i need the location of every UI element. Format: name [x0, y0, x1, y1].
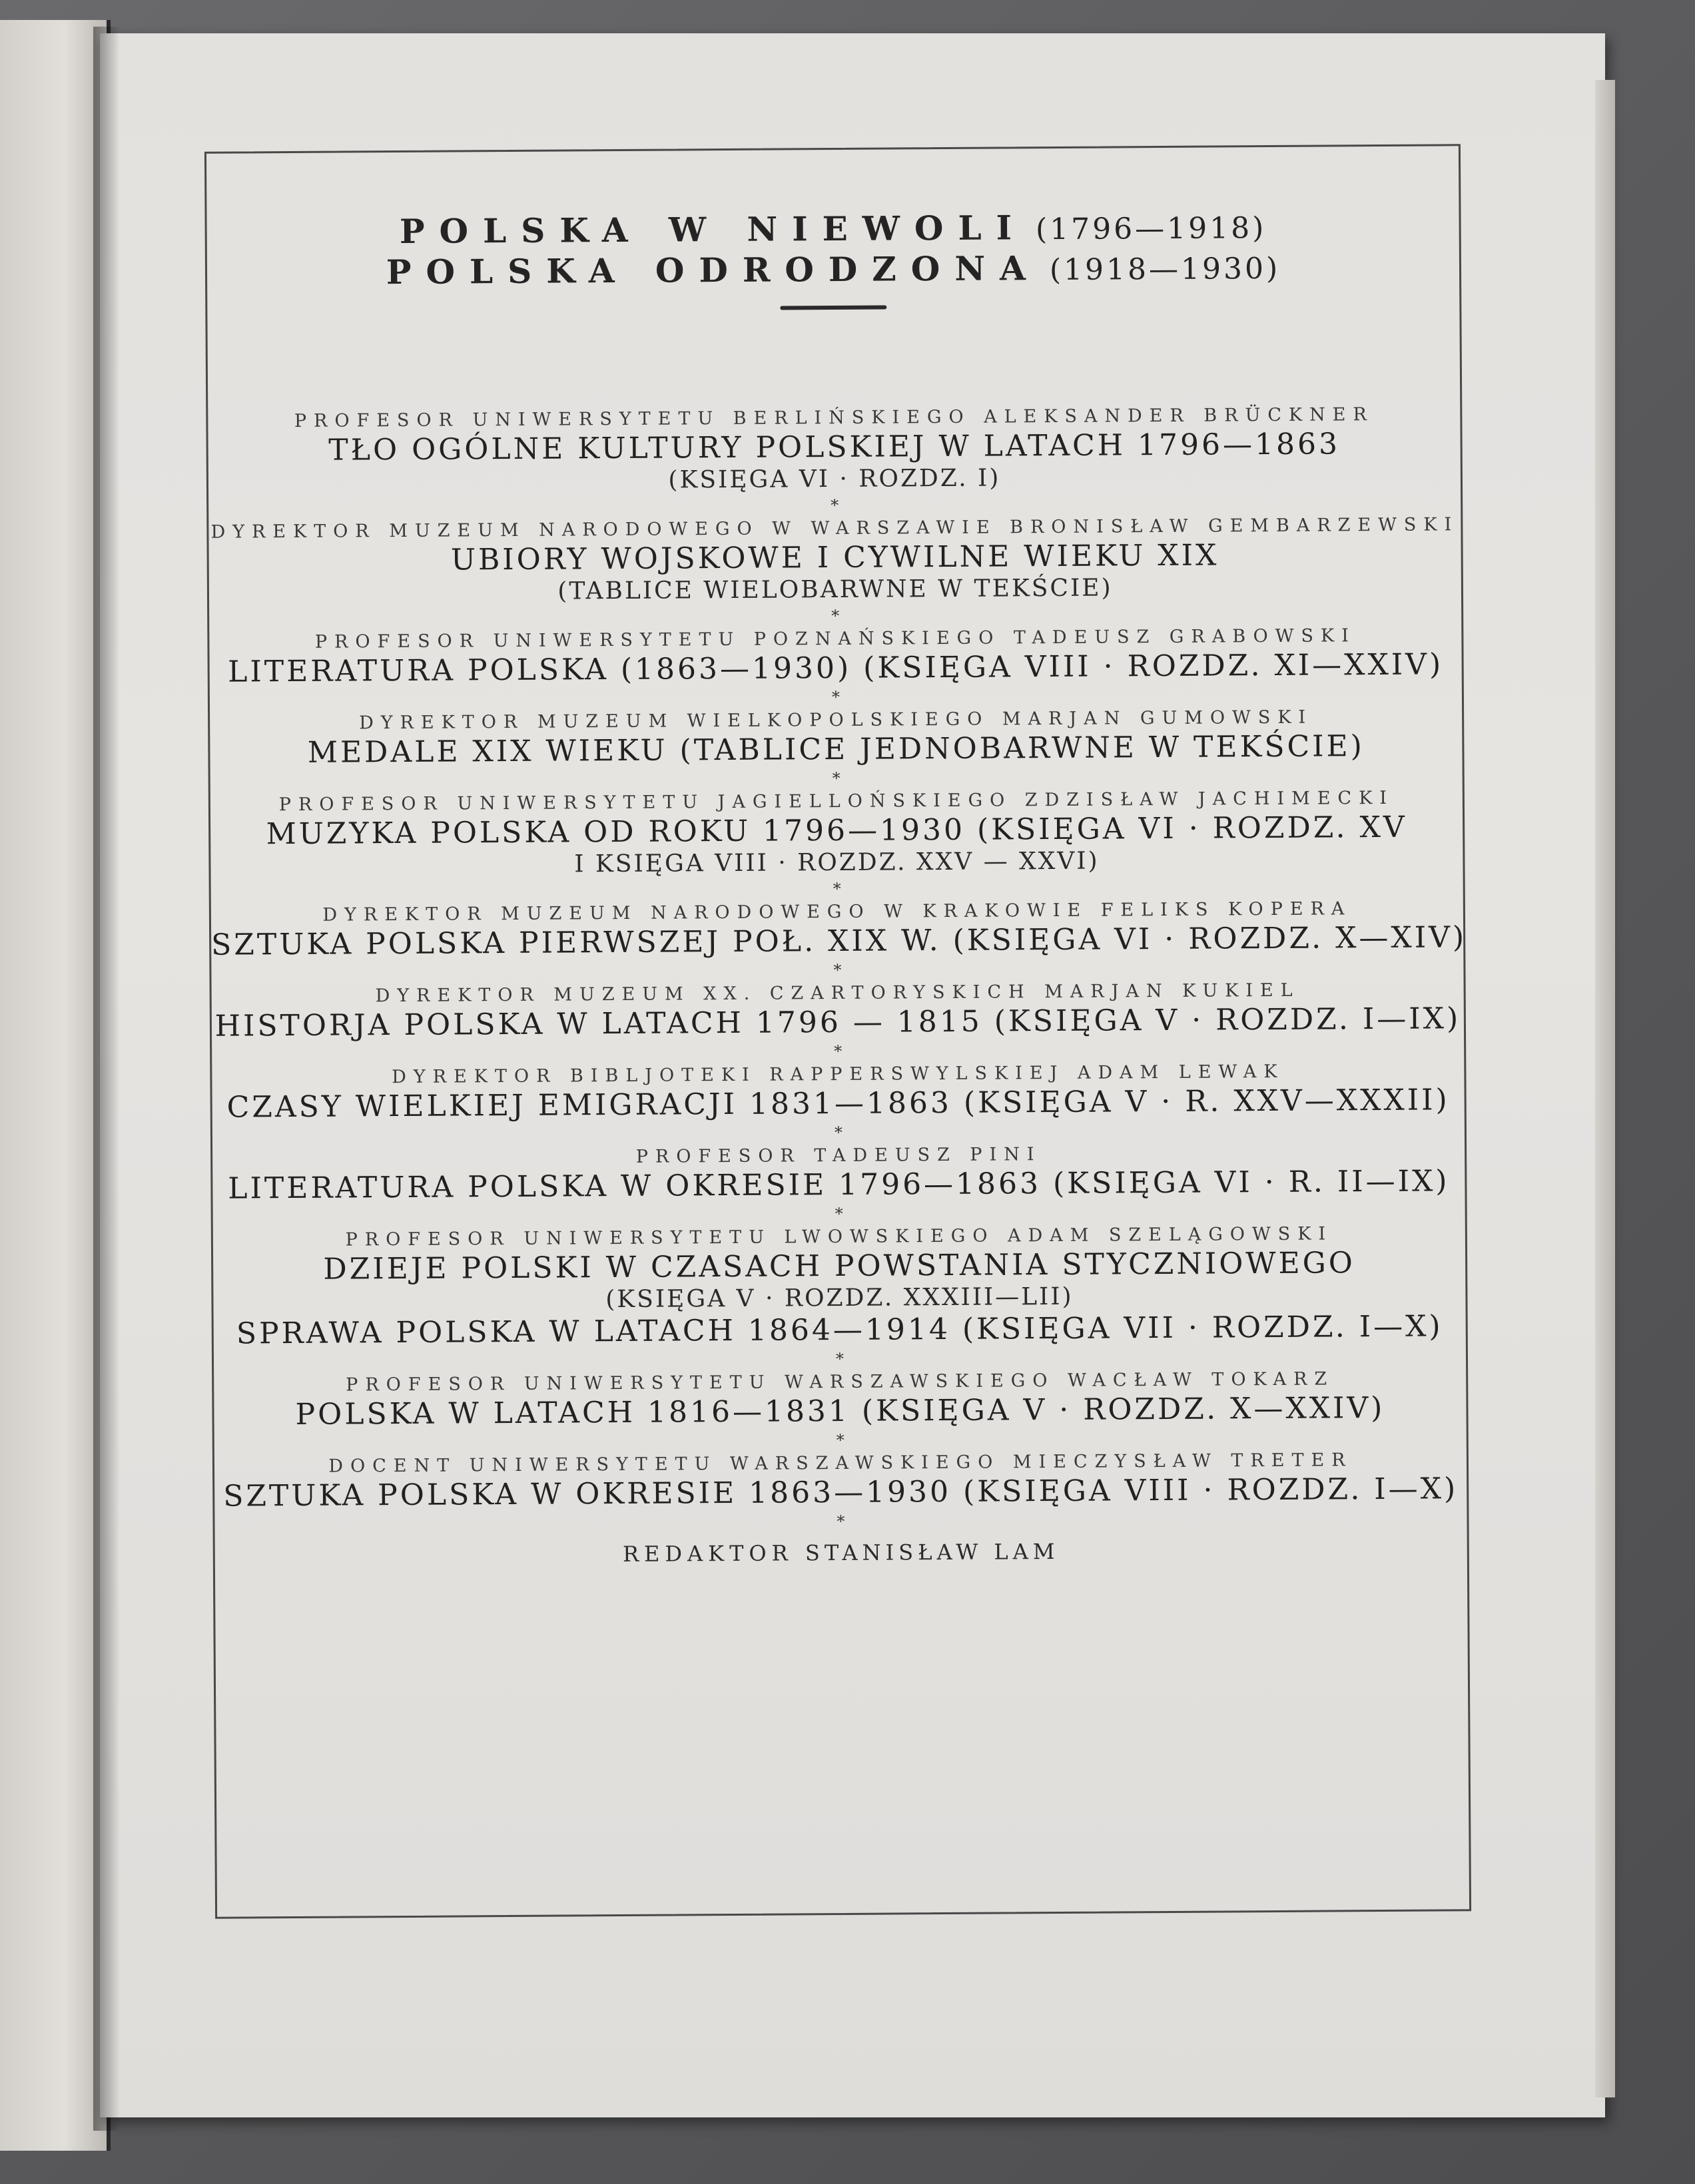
separator-asterisk: * [835, 1349, 845, 1369]
separator-asterisk: * [832, 768, 841, 788]
contributor-work-title: SZTUKA POLSKA W OKRESIE 1863—1930 (KSIĘGA VIII · ROZDZ. I—X) [223, 1472, 1459, 1513]
separator-asterisk: * [834, 1123, 843, 1143]
title-line-2 [207, 246, 1459, 294]
contributor-entry [212, 1059, 1465, 1147]
separator-asterisk: * [834, 1041, 843, 1061]
separator-asterisk: * [833, 879, 841, 899]
contributor-entry [212, 1140, 1465, 1228]
contributor-author: DYREKTOR BIBLJOTEKI RAPPERSWYLSKIEJ ADAM LEWAK [392, 1061, 1285, 1088]
contributor-work-title: LITERATURA POLSKA W OKRESIE 1796—1863 (KSIĘGA VI · R. II—IX) [228, 1164, 1450, 1206]
title-rule [780, 306, 886, 310]
page-stack-edge [1595, 80, 1615, 2097]
editor-name: STANISŁAW LAM [805, 1538, 1060, 1566]
contributor-work-detail: (KSIĘGA V · ROZDZ. XXXIII—LII) [605, 1282, 1074, 1314]
page-content [206, 146, 1469, 1916]
contributor-author: PROFESOR UNIWERSYTETU LWOWSKIEGO ADAM SZELĄGOWSKI [345, 1223, 1333, 1250]
title-line-1-years: (1796—1918) [1035, 211, 1267, 247]
title-line-2-text: POLSKA ODRODZONA [386, 248, 1041, 292]
page-frame [204, 144, 1471, 1918]
separator-asterisk: * [831, 606, 840, 626]
contributor-author: PROFESOR UNIWERSYTETU BERLIŃSKIEGO ALEKSANDER BRÜCKNER [294, 404, 1374, 431]
contributor-work-title: MUZYKA POLSKA OD ROKU 1796—1930 (KSIĘGA VI · ROZDZ. XV [266, 810, 1407, 852]
contributor-author: DYREKTOR MUZEUM WIELKOPOLSKIEGO MARJAN GUMOWSKI [359, 706, 1313, 734]
contributor-work-title: CZASY WIELKIEJ EMIGRACJI 1831—1863 (KSIĘGA V · R. XXV—XXXII) [226, 1083, 1450, 1125]
contributor-entry [213, 1221, 1466, 1374]
contributor-work-title: TŁO OGÓLNE KULTURY POLSKIEJ W LATACH 1796—1863 [328, 427, 1341, 467]
contributor-author: PROFESOR UNIWERSYTETU POZNAŃSKIEGO TADEUSZ GRABOWSKI [314, 625, 1356, 653]
contributor-work-detail: I KSIĘGA VIII · ROZDZ. XXV — XXVI) [574, 847, 1100, 878]
separator-asterisk: * [831, 687, 841, 707]
contributor-author: DYREKTOR MUZEUM XX. CZARTORYSKICH MARJAN KUKIEL [375, 979, 1300, 1007]
title-line-1-text: POLSKA W NIEWOLI [399, 208, 1027, 251]
title-line-2-years: (1918—1930) [1049, 251, 1281, 288]
contributor-author: PROFESOR UNIWERSYTETU JAGIELLOŃSKIEGO ZDZISŁAW JACHIMECKI [278, 787, 1395, 816]
contributor-work-title: DZIEJE POLSKI W CZASACH POWSTANIA STYCZNIOWEGO [323, 1246, 1356, 1286]
contributor-entry [208, 402, 1461, 520]
contributor-author: DOCENT UNIWERSYTETU WARSZAWSKIEGO MIECZYSŁAW TRETER [328, 1450, 1353, 1477]
contributor-work-title: LITERATURA POLSKA (1863—1930) (KSIĘGA VIII · ROZDZ. XI—XXIV) [228, 647, 1444, 689]
contributor-author: DYREKTOR MUZEUM NARODOWEGO W WARSZAWIE BRONISŁAW GEMBARZEWSKI [210, 514, 1459, 543]
contributor-work-detail: (KSIĘGA VI · ROZDZ. I) [668, 464, 1001, 494]
contributor-work-title: SZTUKA POLSKA PIERWSZEJ POŁ. XIX W. (KSIĘGA VI · ROZDZ. X—XIV) [211, 920, 1467, 962]
contributor-work-title: UBIORY WOJSKOWE I CYWILNE WIEKU XIX [450, 538, 1219, 577]
contributor-work-title: SPRAWA POLSKA W LATACH 1864—1914 (KSIĘGA VII · ROZDZ. I—X) [236, 1309, 1443, 1351]
editor-credit [215, 1534, 1467, 1571]
editor-label: REDAKTOR [622, 1540, 793, 1567]
contributor-work-detail: (TABLICE WIELOBARWNE W TEKŚCIE) [557, 574, 1113, 605]
contributor-author: DYREKTOR MUZEUM NARODOWEGO W KRAKOWIE FELIKS KOPERA [322, 898, 1352, 926]
separator-asterisk: * [837, 1511, 845, 1531]
separator-asterisk: * [836, 1430, 845, 1450]
title-block [206, 206, 1459, 313]
contributor-entry [208, 513, 1461, 631]
contributor-entry [214, 1366, 1467, 1455]
contributor-entry [211, 896, 1467, 985]
contributor-entry [210, 704, 1463, 793]
separator-asterisk: * [835, 1204, 843, 1224]
contributors-list [208, 402, 1467, 1571]
contributor-author: PROFESOR TADEUSZ PINI [635, 1144, 1042, 1167]
spine-shadow [93, 27, 120, 2131]
contributor-author: PROFESOR UNIWERSYTETU WARSZAWSKIEGO WACŁAW TOKARZ [346, 1368, 1335, 1396]
contributor-work-title: MEDALE XIX WIEKU (TABLICE JEDNOBARWNE W TEKŚCIE) [307, 729, 1365, 770]
contributor-entry [209, 623, 1462, 712]
contributor-entry [212, 977, 1465, 1066]
contributor-entry [210, 786, 1463, 904]
title-line-1 [206, 206, 1459, 254]
contributor-entry [214, 1448, 1467, 1536]
separator-asterisk: * [833, 960, 842, 980]
contributor-work-title: HISTORJA POLSKA W LATACH 1796 — 1815 (KSIĘGA V · ROZDZ. I—IX) [214, 1001, 1461, 1043]
contributor-work-title: POLSKA W LATACH 1816—1831 (KSIĘGA V · ROZDZ. X—XXIV) [295, 1390, 1385, 1432]
separator-asterisk: * [831, 495, 839, 515]
